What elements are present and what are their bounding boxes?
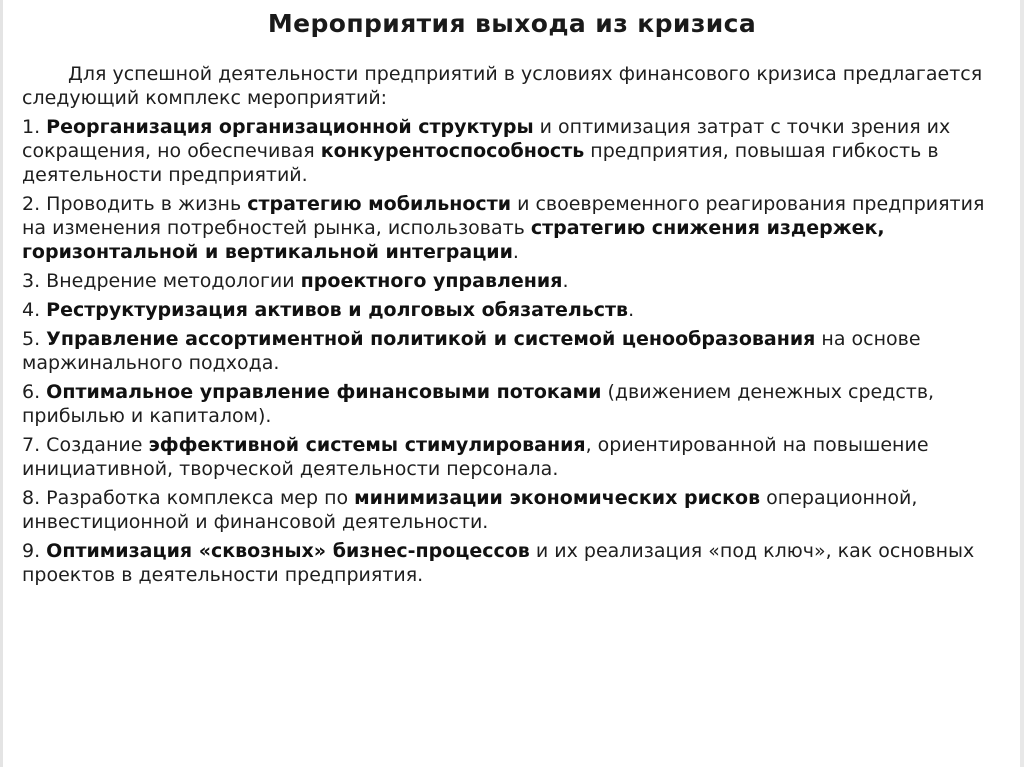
item-text-bold: проектного управления (300, 270, 563, 292)
item-text-bold: стратегию мобильности (247, 193, 512, 215)
slide-title: Мероприятия выхода из кризиса (267, 9, 757, 38)
item-text-bold: Оптимизация «сквозных» бизнес-процессов (46, 540, 530, 562)
item-text-bold: Управление ассортиментной политикой и системой ценообразования (46, 328, 816, 350)
item-number: 9. (22, 540, 47, 562)
list-item-5 (22, 327, 1002, 375)
slide-left-edge (0, 0, 3, 767)
item-text: . (512, 241, 519, 263)
list-item-9 (22, 539, 1002, 587)
item-text: операционной, инвестиционной и финансовой деятельности. (22, 487, 918, 533)
item-text-bold: конкурентоспособность (320, 140, 585, 162)
item-text: Внедрение методологии (46, 270, 301, 292)
list-item-7 (22, 433, 1002, 481)
item-number: 8. (22, 487, 47, 509)
list-item-6 (22, 380, 1002, 428)
item-text: Разработка комплекса мер по (46, 487, 355, 509)
list-item-1 (22, 115, 1002, 187)
item-number: 3. (22, 270, 47, 292)
item-number: 5. (22, 328, 47, 350)
list-item-8 (22, 486, 1002, 534)
item-number: 1. (22, 116, 47, 138)
item-text: . (628, 299, 635, 321)
item-text-bold: стратегию снижения издержек, горизонтальной и вертикальной интеграции (22, 217, 885, 263)
slide-body (22, 62, 1002, 592)
item-number: 4. (22, 299, 47, 321)
slide-right-edge (1020, 0, 1024, 767)
item-text-bold: Реорганизация организационной структуры (46, 116, 534, 138)
item-text: на основе маржинального подхода. (22, 328, 921, 374)
item-text: Проводить в жизнь (46, 193, 248, 215)
item-number: 2. (22, 193, 47, 215)
list-item-3 (22, 269, 1002, 293)
item-text-bold: Оптимальное управление финансовыми потоками (46, 381, 602, 403)
item-text: и своевременного реагирования предприятия на изменения потребностей рынка, использовать (22, 193, 985, 239)
item-text: . (562, 270, 569, 292)
item-text-bold: эффективной системы стимулирования (148, 434, 586, 456)
item-text-bold: минимизации экономических рисков (354, 487, 761, 509)
item-text-bold: Реструктуризация активов и долговых обязательств (46, 299, 629, 321)
item-text: предприятия, повышая гибкость в деятельности предприятий. (22, 140, 939, 186)
list-item-2 (22, 192, 1002, 264)
item-number: 7. (22, 434, 47, 456)
item-number: 6. (22, 381, 47, 403)
list-item-4 (22, 298, 1002, 322)
item-text: и их реализация «под ключ», как основных проектов в деятельности предприятия. (22, 540, 975, 586)
item-text: (движением денежных средств, прибылью и капиталом). (22, 381, 935, 427)
intro-paragraph: Для успешной деятельности предприятий в условиях финансового кризиса предлагается следующий комплекс мероприятий: (22, 63, 983, 109)
item-text: , ориентированной на повышение инициативной, творческой деятельности персонала. (22, 434, 929, 480)
item-text: и оптимизация затрат с точки зрения их сокращения, но обеспечивая (22, 116, 951, 162)
item-text: Создание (46, 434, 149, 456)
